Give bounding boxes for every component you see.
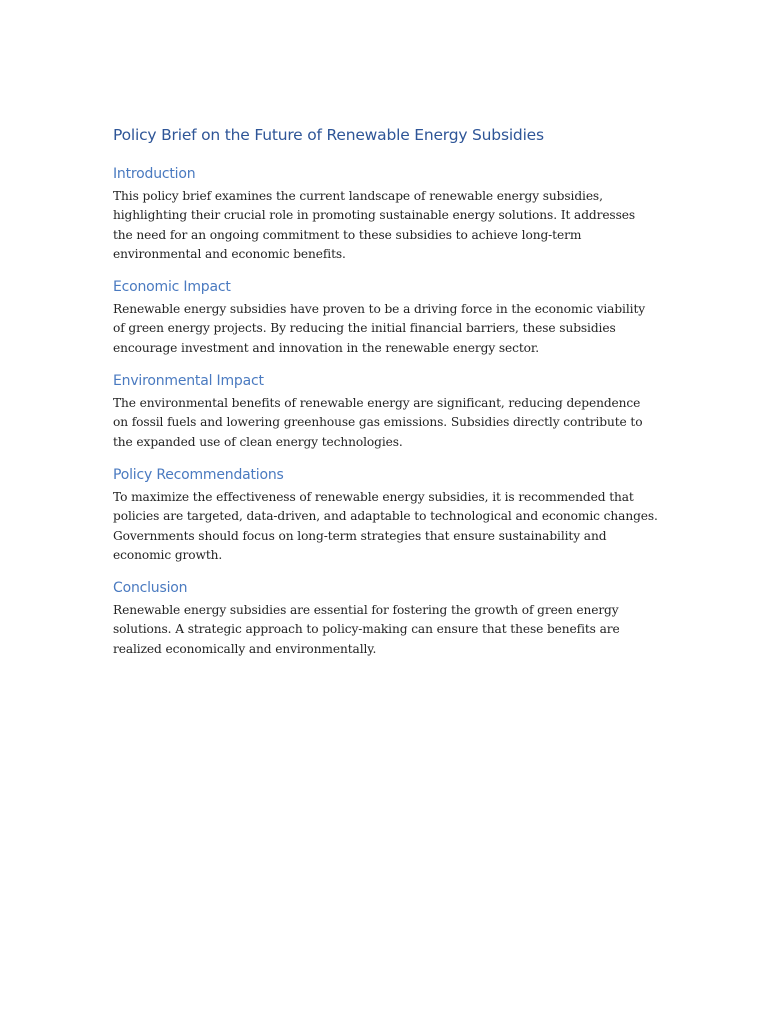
section-heading-introduction: Introduction	[113, 166, 196, 182]
section-body-introduction: This policy brief examines the current landscape of renewable energy subsidies, highlighting their crucial role in promoting sustainable energy solutions. It addresses the need for an ongoing commitment to these subsidies to achieve long-term environmental and economic benefits.	[113, 189, 636, 261]
section-heading-policy-recommendations: Policy Recommendations	[113, 466, 284, 483]
section-body-conclusion: Renewable energy subsidies are essential for fostering the growth of green energy solutions. A strategic approach to policy-making can ensure that these benefits are realized economically and environmentally.	[113, 603, 620, 656]
section-policy-recommendations	[113, 465, 658, 565]
section-heading-economic-impact: Economic Impact	[113, 279, 231, 296]
section-economic-impact	[113, 277, 658, 358]
document-title: Policy Brief on the Future of Renewable Energy Subsidies	[113, 126, 544, 144]
section-introduction	[113, 164, 658, 264]
section-body-environmental-impact: The environmental benefits of renewable energy are significant, reducing dependence on fossil fuels and lowering greenhouse gas emissions. Subsidies directly contribute to the expanded use of clean energy technologies.	[113, 396, 643, 449]
section-heading-environmental-impact: Environmental Impact	[113, 373, 264, 390]
document-page	[113, 122, 658, 672]
section-body-policy-recommendations: To maximize the effectiveness of renewable energy subsidies, it is recommended that policies are targeted, data-driven, and adaptable to technological and economic changes. Governments should focus on long-term strategies that ensure sustainability and economic growth.	[113, 489, 658, 562]
section-body-economic-impact: Renewable energy subsidies have proven to be a driving force in the economic viability of green energy projects. By reducing the initial financial barriers, these subsidies encourage investment and innovation in the renewable energy sector.	[113, 302, 646, 355]
section-conclusion	[113, 578, 658, 659]
section-heading-conclusion: Conclusion	[113, 580, 188, 597]
section-environmental-impact	[113, 371, 658, 452]
